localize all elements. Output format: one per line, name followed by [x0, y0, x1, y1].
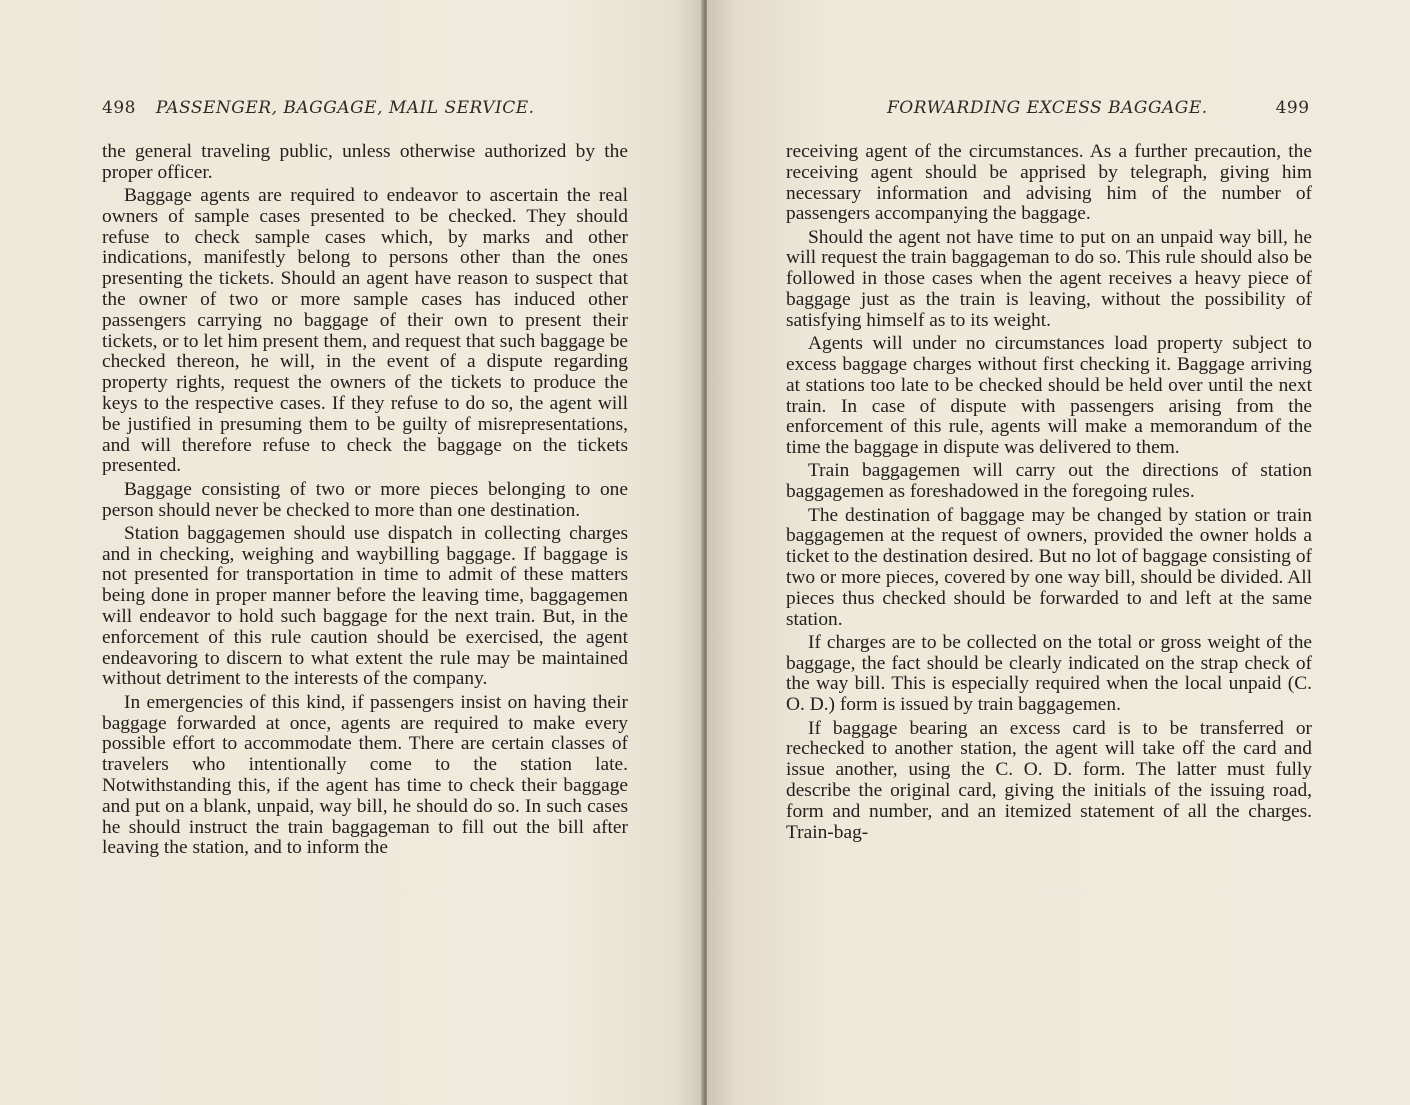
- paragraph: The destination of baggage may be changed by station or train baggagemen at the request of owners, provided the owner holds a ticket to the destination desired. But no lot of baggage consisting of two or more pieces, covered by one way bill, should be divided. All pieces thus checked should be forwarded to and left at the same station.: [786, 504, 1312, 630]
- paragraph: Should the agent not have time to put on an unpaid way bill, he will request the train baggageman to do so. This rule should also be followed in those cases when the agent receives a heavy piece of baggage just as the train is leaving, without the possibility of satisfying himself as to its weight.: [786, 226, 1312, 331]
- paragraph: Baggage consisting of two or more pieces belonging to one person should never be checked to more than one destination.: [102, 478, 628, 521]
- paragraph: receiving agent of the circumstances. As a further precaution, the receiving agent should be apprised by telegraph, giving him necessary information and advising him of the number of passengers accompanying the baggage.: [786, 141, 1312, 225]
- paragraph: Train baggagemen will carry out the directions of station baggagemen as foreshadowed in the foregoing rules.: [786, 460, 1312, 503]
- paragraph: If charges are to be collected on the total or gross weight of the baggage, the fact should be clearly indicated on the strap check of the way bill. This is especially required when the local unpaid (C. O. D.) form is issued by train baggagemen.: [786, 631, 1312, 716]
- paragraph: If baggage bearing an excess card is to be transferred or rechecked to another station, the agent will take off the card and issue another, using the C. O. D. form. The latter must fully describe the original card, giving the initials of the issuing road, form and number, and an itemized statement of all the charges. Train-bag-: [786, 717, 1312, 843]
- left-running-title: PASSENGER, BAGGAGE, MAIL SERVICE.: [155, 98, 535, 118]
- right-running-title: FORWARDING EXCESS BAGGAGE.: [887, 98, 1208, 118]
- right-running-head: [887, 98, 1310, 118]
- paragraph: the general traveling public, unless otherwise authorized by the proper officer.: [102, 141, 628, 183]
- paragraph: Agents will under no circumstances load property subject to excess baggage charges without first checking it. Baggage arriving at stations too late to be checked should be held over until the next train. In case of dispute with passengers arising from the enforcement of this rule, agents will make a memorandum of the time the baggage in dispute was delivered to them.: [786, 333, 1312, 459]
- left-body-text: [102, 142, 628, 862]
- left-page-number: 498: [102, 98, 136, 118]
- right-page: [707, 0, 1410, 1105]
- paragraph: Baggage agents are required to endeavor to ascertain the real owners of sample cases presented to be checked. They should refuse to check sample cases which, by marks and other indications, manifestly belong to persons other than the ones presenting the tickets. Should an agent have reason to suspect that the owner of two or more sample cases has induced other passengers carrying no baggage of their own to present their tickets, or to let him present them, and request that such baggage be checked thereon, he will, in the event of a dispute regarding property rights, request the owners of the tickets to produce the keys to the respective cases. If they refuse to do so, the agent will be justified in presuming them to be guilty of misrepresentations, and will therefore refuse to check the baggage on the tickets presented.: [102, 185, 628, 477]
- right-body-text: [786, 142, 1312, 846]
- right-page-number: 499: [1275, 98, 1310, 118]
- paragraph: Station baggagemen should use dispatch in collecting charges and in checking, weighing and waybilling baggage. If baggage is not presented for transportation in time to admit of these matters being done in proper manner before the leaving time, baggagemen will endeavor to hold such baggage for the next train. But, in the enforcement of this rule caution should be exercised, the agent endeavoring to discern to what extent the rule may be maintained without detriment to the interests of the company.: [102, 522, 628, 690]
- left-page: [0, 0, 703, 1105]
- left-running-head: [102, 98, 535, 118]
- paragraph: In emergencies of this kind, if passengers insist on having their baggage forwarded at once, agents are required to make every possible effort to accommodate them. There are certain classes of travelers who intentionally come to the station late. Notwithstanding this, if the agent has time to check their baggage and put on a blank, unpaid, way bill, he should do so. In such cases he should instruct the train baggageman to fill out the bill after leaving the station, and to inform the: [102, 691, 628, 859]
